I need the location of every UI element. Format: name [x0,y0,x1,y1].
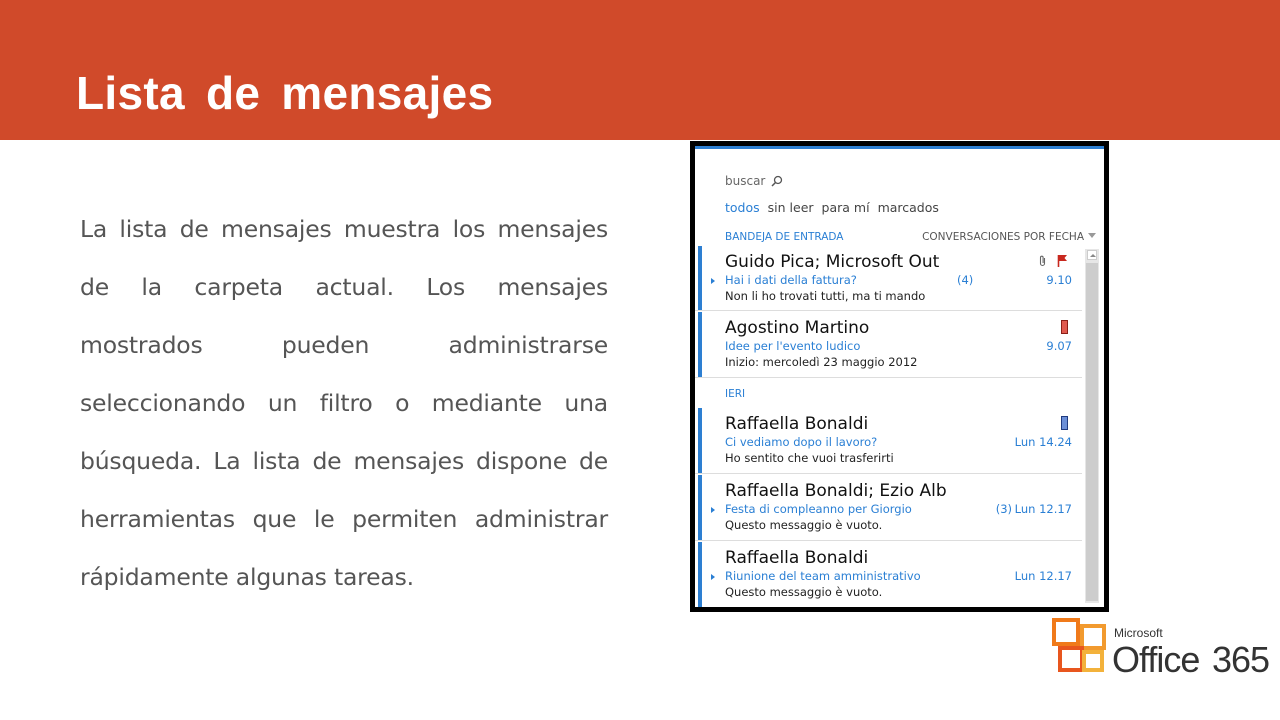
filter-all[interactable]: todos [725,200,760,215]
message-item[interactable] [695,408,1082,474]
message-time: Lun 14.24 [1014,435,1072,449]
scroll-up-icon[interactable] [1087,250,1097,260]
folder-header [725,231,1096,247]
page-title: Lista de mensajes [76,67,494,119]
sort-dropdown[interactable]: CONVERSACIONES POR FECHA [922,231,1084,243]
message-subject: Riunione del team amministrativo [725,569,921,583]
filter-bar [725,200,939,215]
chevron-down-icon[interactable] [1088,233,1096,238]
scroll-thumb[interactable] [1086,263,1098,601]
filter-to-me[interactable]: para mí [821,200,870,215]
message-subject: Ci vediamo dopo il lavoro? [725,435,878,449]
blue-category-icon[interactable] [1061,416,1068,430]
flag-icon[interactable] [1057,254,1068,267]
unread-indicator [698,312,702,377]
message-time: 9.10 [1046,273,1072,287]
conversation-count: (3) [995,502,1012,516]
office-logo-icon [1054,620,1104,670]
message-preview: Non li ho trovati tutti, ma ti mando [725,289,926,303]
message-subject: Idee per l'evento ludico [725,339,861,353]
logo-version: 365 [1212,639,1270,680]
date-group-header: IERI [725,388,746,400]
attachment-icon [1038,255,1047,267]
filter-unread[interactable]: sin leer [767,200,814,215]
message-sender: Raffaella Bonaldi; Ezio Alb [725,481,947,501]
message-item[interactable] [695,246,1082,311]
red-category-icon[interactable] [1061,320,1068,334]
message-preview: Questo messaggio è vuoto. [725,518,883,532]
filter-flagged[interactable]: marcados [877,200,939,215]
message-icons [1038,254,1068,267]
message-subject: Festa di compleanno per Giorgio [725,502,912,516]
expand-arrow-icon[interactable] [711,574,715,580]
message-item[interactable] [695,542,1082,612]
message-sender: Agostino Martino [725,318,870,338]
description-paragraph: La lista de mensajes muestra los mensajes de la carpeta actual. Los mensajes mostrados pueden administrarse seleccionando un filtro o mediante una búsqueda. La lista de mensajes dispone de herramientas que le permiten administrar rápidamente algunas tareas. [80,215,608,591]
message-sender: Raffaella Bonaldi [725,414,869,434]
message-preview: Inizio: mercoledì 23 maggio 2012 [725,355,918,369]
conversation-count: (4) [957,273,974,287]
message-sender: Guido Pica; Microsoft Out [725,252,940,272]
message-item[interactable] [695,312,1082,378]
message-sender: Raffaella Bonaldi [725,548,869,568]
message-icons [1061,320,1068,334]
message-time: Lun 12.17 [1014,502,1072,516]
message-item[interactable] [695,475,1082,541]
scrollbar[interactable] [1085,249,1099,603]
search-placeholder[interactable]: buscar [725,174,766,188]
message-subject: Hai i dati della fattura? [725,273,857,287]
message-time: Lun 12.17 [1014,569,1072,583]
unread-indicator [698,246,702,310]
title-banner [0,0,1280,140]
search-icon[interactable] [771,175,783,187]
logo-product: Office [1112,639,1200,680]
expand-arrow-icon[interactable] [711,278,715,284]
folder-name: BANDEJA DE ENTRADA [725,231,844,243]
unread-indicator [698,542,702,612]
message-time: 9.07 [1046,339,1072,353]
unread-indicator [698,408,702,473]
expand-arrow-icon[interactable] [711,507,715,513]
message-preview: Ho sentito che vuoi trasferirti [725,451,894,465]
message-icons [1061,416,1068,430]
search-box[interactable] [725,174,783,188]
message-preview: Questo messaggio è vuoto. [725,585,883,599]
logo-brand: Microsoft [1114,626,1163,640]
top-accent-line [695,146,1104,149]
message-list-screenshot [690,141,1109,612]
office-365-logo [1052,618,1274,680]
unread-indicator [698,475,702,540]
